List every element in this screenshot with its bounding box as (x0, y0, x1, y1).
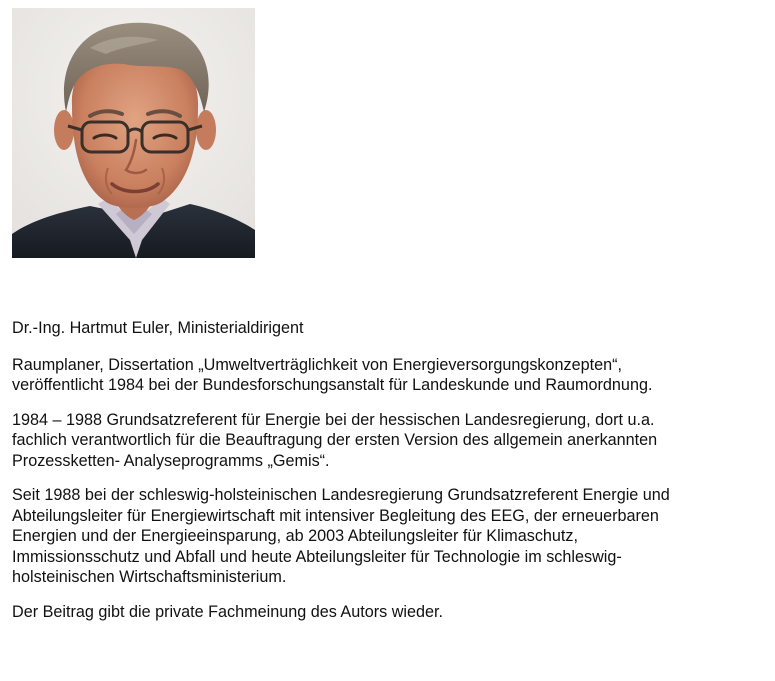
bio-line: Abteilungsleiter für Energiewirtschaft mit intensiver Begleitung des EEG, der erneuerbaren (12, 506, 659, 525)
bio-line: 1984 – 1988 Grundsatzreferent für Energie bei der hessischen Landesregierung, dort u.a. (12, 410, 655, 429)
bio-paragraph-hessen (12, 410, 770, 472)
bio-line: Energien und der Energieeinsparung, ab 2003 Abteilungsleiter für Klimaschutz, (12, 527, 579, 545)
portrait-illustration (12, 8, 255, 258)
bio-line: fachlich verantwortlich für die Beauftragung der ersten Version des allgemein anerkannten (12, 431, 658, 449)
author-bio (12, 318, 770, 622)
bio-paragraph-schleswig-holstein (12, 485, 770, 588)
bio-line: holsteinischen Wirtschaftsministerium. (12, 568, 287, 586)
bio-paragraph-education (12, 355, 770, 396)
author-name-line: Dr.-Ing. Hartmut Euler, Ministerialdirigent (12, 319, 304, 337)
portrait-photo (12, 8, 255, 258)
bio-line: Seit 1988 bei der schleswig-holsteinischen Landesregierung Grundsatzreferent Energie und (12, 486, 670, 504)
bio-line: Immissionsschutz und Abfall und heute Abteilungsleiter für Technologie im schleswig- (12, 547, 622, 566)
bio-paragraph-disclaimer (12, 602, 770, 623)
bio-line: Raumplaner, Dissertation „Umweltverträglichkeit von Energieversorgungskonzepten“, (12, 355, 623, 374)
bio-line: veröffentlicht 1984 bei der Bundesforschungsanstalt für Landeskunde und Raumordnung. (12, 376, 653, 394)
bio-line: Prozessketten- Analyseprogramms „Gemis“. (12, 451, 330, 470)
bio-line: Der Beitrag gibt die private Fachmeinung des Autors wieder. (12, 602, 443, 621)
